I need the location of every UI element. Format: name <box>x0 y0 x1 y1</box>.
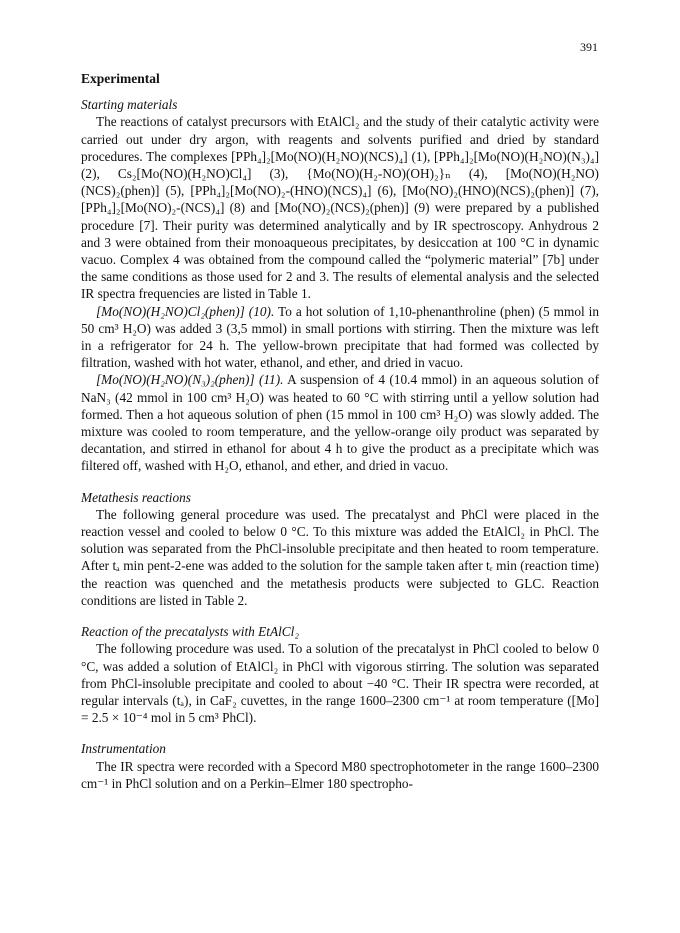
paragraph <box>81 303 599 372</box>
paragraph-text: The IR spectra were recorded with a Specord M80 spectrophotometer in the range 1600–2300 cm⁻¹ in PhCl solution and on a Perkin–Elmer 180 spectropho- <box>81 758 599 791</box>
paragraph-text: The following general procedure was used. The precatalyst and PhCl were placed in the reaction vessel and cooled to below 0 °C. To this mixture was added the EtAlCl₂ in PhCl. The solution was separated from the PhCl-insoluble precipitate and then heated to room temperature. After tₐ min pent-2-ene was added to the solution for the sample taken after tᵣ min (reaction time) the reaction was quenched and the metathesis products were subjected to GLC. Reaction conditions are listed in Table 2. <box>81 506 599 608</box>
paragraph-text: The following procedure was used. To a solution of the precatalyst in PhCl cooled to below 0 °C, was added a solution of EtAlCl₂ in PhCl with vigorous stirring. The solution was separated from PhCl-insoluble precipitate and cooled to about −40 °C. Their IR spectra were recorded, at regular intervals (tₐ), in CaF₂ cuvettes, in the range 1600–2300 cm⁻¹ at room temperature ([Mo] = 2.5 × 10⁻⁴ mol in 5 cm³ PhCl). <box>81 641 599 726</box>
paragraph <box>81 758 599 792</box>
paragraph <box>81 113 599 302</box>
article-body <box>81 70 599 792</box>
compound-heading: [Mo(NO)(H₂NO)Cl₂(phen)] (10). <box>96 303 275 319</box>
subsection-heading: Starting materials <box>81 97 178 113</box>
paragraph-text: A suspension of 4 (10.4 mmol) in an aqueous solution of NaN₃ (42 mmol in 100 cm³ H₂O) was heated to 60 °C with stirring until a yellow solution had formed. Then a hot aqueous solution of phen (15 mmol in 100 cm³ H₂O) was slowly added. The mixture was cooled to room temperature, and the yellow-orange oily product was separated by decantation, and stirred in ethanol for about 4 h to give the product as a precipitate which was filtered off, washed with H₂O, ethanol, and ether, and dried in vacuo. <box>81 372 599 474</box>
subsection-heading: Reaction of the precatalysts with EtAlCl₂ <box>81 624 299 640</box>
subsection-heading: Metathesis reactions <box>81 489 191 505</box>
page-number: 391 <box>580 40 598 54</box>
paragraph <box>81 506 599 609</box>
section-title: Experimental <box>81 71 160 86</box>
subsection-heading: Instrumentation <box>81 741 166 757</box>
paragraph-text: To a hot solution of 1,10-phenanthroline (phen) (5 mmol in 50 cm³ H₂O) was added 3 (3,5 mmol) in small portions with stirring. Then the mixture was left in a refrigerator for 24 h. The yellow-brown precipitate that had formed was collected by filtration, washed with hot water, ethanol, and ether, and dried in vacuo. <box>81 303 599 371</box>
paragraph <box>81 640 599 726</box>
paragraph-text: The reactions of catalyst precursors with EtAlCl₂ and the study of their catalytic activity were carried out under dry argon, with reagents and solvents purified and dried by standard procedures. The complexes [PPh₄]₂[Mo(NO)(H₂NO)(NCS)₄] (1), [PPh₄]₂[Mo(NO)(H₂NO)(N₃)₄] (2), Cs₂[Mo(NO)(H₂NO)Cl₄] (3), {Mo(NO)(H₂-NO)(OH)₂}ₙ (4), [Mo(NO)(H₂NO)(NCS)₂(phen)] (5), [PPh₄]₂[Mo(NO)₂-(HNO)(NCS)₄] (6), [Mo(NO)₂(HNO)(NCS)₂(phen)] (7), [PPh₄]₂[Mo(NO)₂-(NCS)₄] (8) and [Mo(NO)₂(NCS)₂(phen)] (9) were prepared by a published procedure [7]. Their purity was determined analytically and by IR spectroscopy. Anhydrous 2 and 3 were obtained from their monoaqueous precipitates, by desiccation at 100 °C in dynamic vacuo. Complex 4 was obtained from the compound called the “polymeric material” [7b] under the same conditions as those used for 2 and 3. The results of elemental analysis and the selected IR spectra frequencies are listed in Table 1. <box>81 114 599 302</box>
paragraph <box>81 371 599 474</box>
compound-heading: [Mo(NO)(H₂NO)(N₃)₂(phen)] (11). <box>96 372 284 388</box>
